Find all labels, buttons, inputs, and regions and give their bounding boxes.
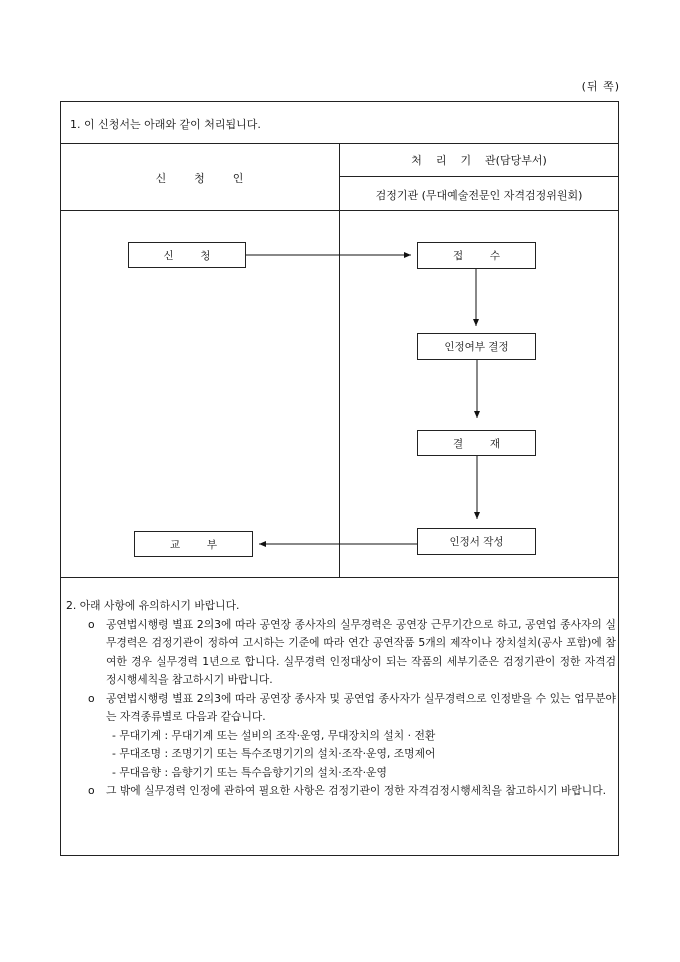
notes-section (64, 597, 616, 801)
column-divider (339, 143, 340, 577)
processor-name: 검정기관 (무대예술전문인 자격검정위원회) (375, 189, 583, 202)
note-item (64, 616, 616, 690)
divider-flow (60, 577, 619, 578)
note-item (64, 782, 616, 801)
note-text: 공연법시행령 별표 2의3에 따라 공연장 종사자의 실무경력은 공연장 근무기간으로 하고, 공연업 종사자의 실무경력은 검정기관이 정하여 고시하는 기준에 따라 연간 공연작품 5개의 제작이나 장치설치(공사 포함)에 참여한 경우 실무경력 1년으로 합니다. 실무경력 인정대상이 되는 작품의 세부기준은 검정기관이 정한 자격검정시행세칙을 참고하시기 바랍니다. (106, 617, 616, 686)
note-text: 공연법시행령 별표 2의3에 따라 공연장 종사자 및 공연업 종사자가 실무경력으로 인정받을 수 있는 업무분야는 자격종류별로 다음과 같습니다. (106, 691, 616, 723)
section1-title: 1. 이 신청서는 아래와 같이 처리됩니다. (70, 118, 261, 131)
field-lighting: - 무대조명 : 조명기기 또는 특수조명기기의 설치·조작·운영, 조명제어 (112, 747, 436, 760)
bullet-icon: ο (88, 691, 95, 705)
note-item (64, 690, 616, 727)
page-side-note: (뒤 쪽) (581, 80, 620, 93)
divider-processor (339, 176, 619, 177)
note-text: 그 밖에 실무경력 인정에 관하여 필요한 사항은 검정기관이 정한 자격검정시행세칙을 참고하시기 바랍니다. (106, 784, 607, 797)
flow-step-deliver: 교 부 (134, 531, 253, 557)
flow-step-receive: 접 수 (417, 242, 536, 269)
applicant-header: 신 청 인 (155, 172, 244, 185)
field-machinery: - 무대기계 : 무대기계 또는 설비의 조작·운영, 무대장치의 설치 · 전환 (112, 728, 436, 742)
flow-step-issue-doc: 인정서 작성 (417, 528, 536, 555)
bullet-icon: ο (88, 784, 95, 797)
processor-header: 처 리 기 관(담당부서) (411, 154, 547, 167)
bullet-icon: ο (88, 617, 95, 631)
flow-step-apply: 신 청 (128, 242, 246, 268)
section2-title: 2. 아래 사항에 유의하시기 바랍니다. (66, 599, 240, 612)
field-sound: - 무대음향 : 음향기기 또는 특수음향기기의 설치·조작·운영 (112, 765, 387, 779)
flow-step-decide: 인정여부 결정 (417, 333, 536, 360)
flow-step-approve: 결 재 (417, 430, 536, 456)
